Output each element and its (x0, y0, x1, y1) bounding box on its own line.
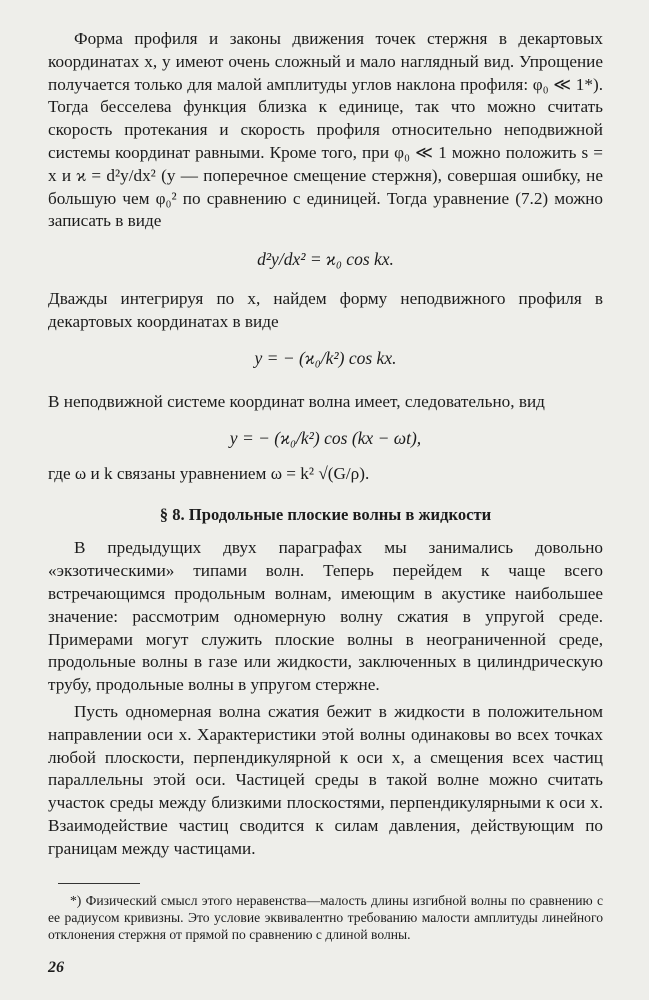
paragraph-profile-form: Форма профиля и законы движения точек стержня в декартовых координатах x, y имеют очень сложный и мало наглядный вид. Упрощение получается только для малой амплитуды углов наклона профиля: φ₀ ≪ 1*). Тогда бесселева функция близка к единице, так что можно считать скорость протекания и скорость профиля относительно неподвижной системы координат равными. Кроме того, при φ₀ ≪ 1 можно положить s = x и ϰ = d²y/dx² (y — поперечное смещение стержня), совершая ошибку, не большую чем φ₀² по сравнению с единицей. Тогда уравнение (7.2) можно записать в виде (48, 29, 603, 231)
equation-curvature: d²y/dx² = ϰ₀ cos kx. (257, 249, 394, 270)
paragraph-dispersion-relation: где ω и k связаны уравнением ω = k² √(G/ρ). (48, 463, 370, 483)
equation-traveling-wave: y = − (ϰ₀/k²) cos (kx − ωt), (229, 427, 422, 448)
paragraph-compression-wave: Пусть одномерная волна сжатия бежит в жидкости в положительном направлении оси x. Характеристики этой волны одинаковы во всех точках любой плоскости, перпендикулярной к оси x, а смещения всех частиц параллельны этой оси. Частицей среды в такой волне можно считать участок среды между близкими плоскостями, перпендикулярными к оси x. Взаимодействие частиц сводится к силам давления, действующим по границам между частицами. (48, 701, 603, 858)
page-number: 26 (48, 959, 64, 977)
paragraph-moving-frame: В неподвижной системе координат волна имеет, следовательно, вид (48, 391, 545, 411)
footnote: *) Физический смысл этого неравенства—малость длины изгибной волны по сравнению с ее радиусом кривизны. Это условие эквивалентно требованию малости амплитуды линейного отклонения стержня от прямой по сравнению с длиной волны. (48, 892, 603, 942)
paragraph-integrate: Дважды интегрируя по x, найдем форму неподвижного профиля в декартовых координатах в виде (48, 289, 603, 331)
equation-static-profile: y = − (ϰ₀/k²) cos kx. (254, 347, 397, 368)
footnote-divider (58, 883, 140, 884)
paragraph-intro-longitudinal: В предыдущих двух параграфах мы занимались довольно «экзотическими» типами волн. Теперь перейдем к чаще всего встречающимся продольным волнам, имеющим в акустике наибольшее значение: рассмотрим одномерную волну сжатия в упругой среде. Примерами могут служить плоские волны в неограниченной среде, продольные волны в газе или жидкости, заключенных в цилиндрическую трубу, продольные волны в упругом стержне. (48, 538, 603, 695)
section-heading: § 8. Продольные плоские волны в жидкости (159, 505, 492, 525)
